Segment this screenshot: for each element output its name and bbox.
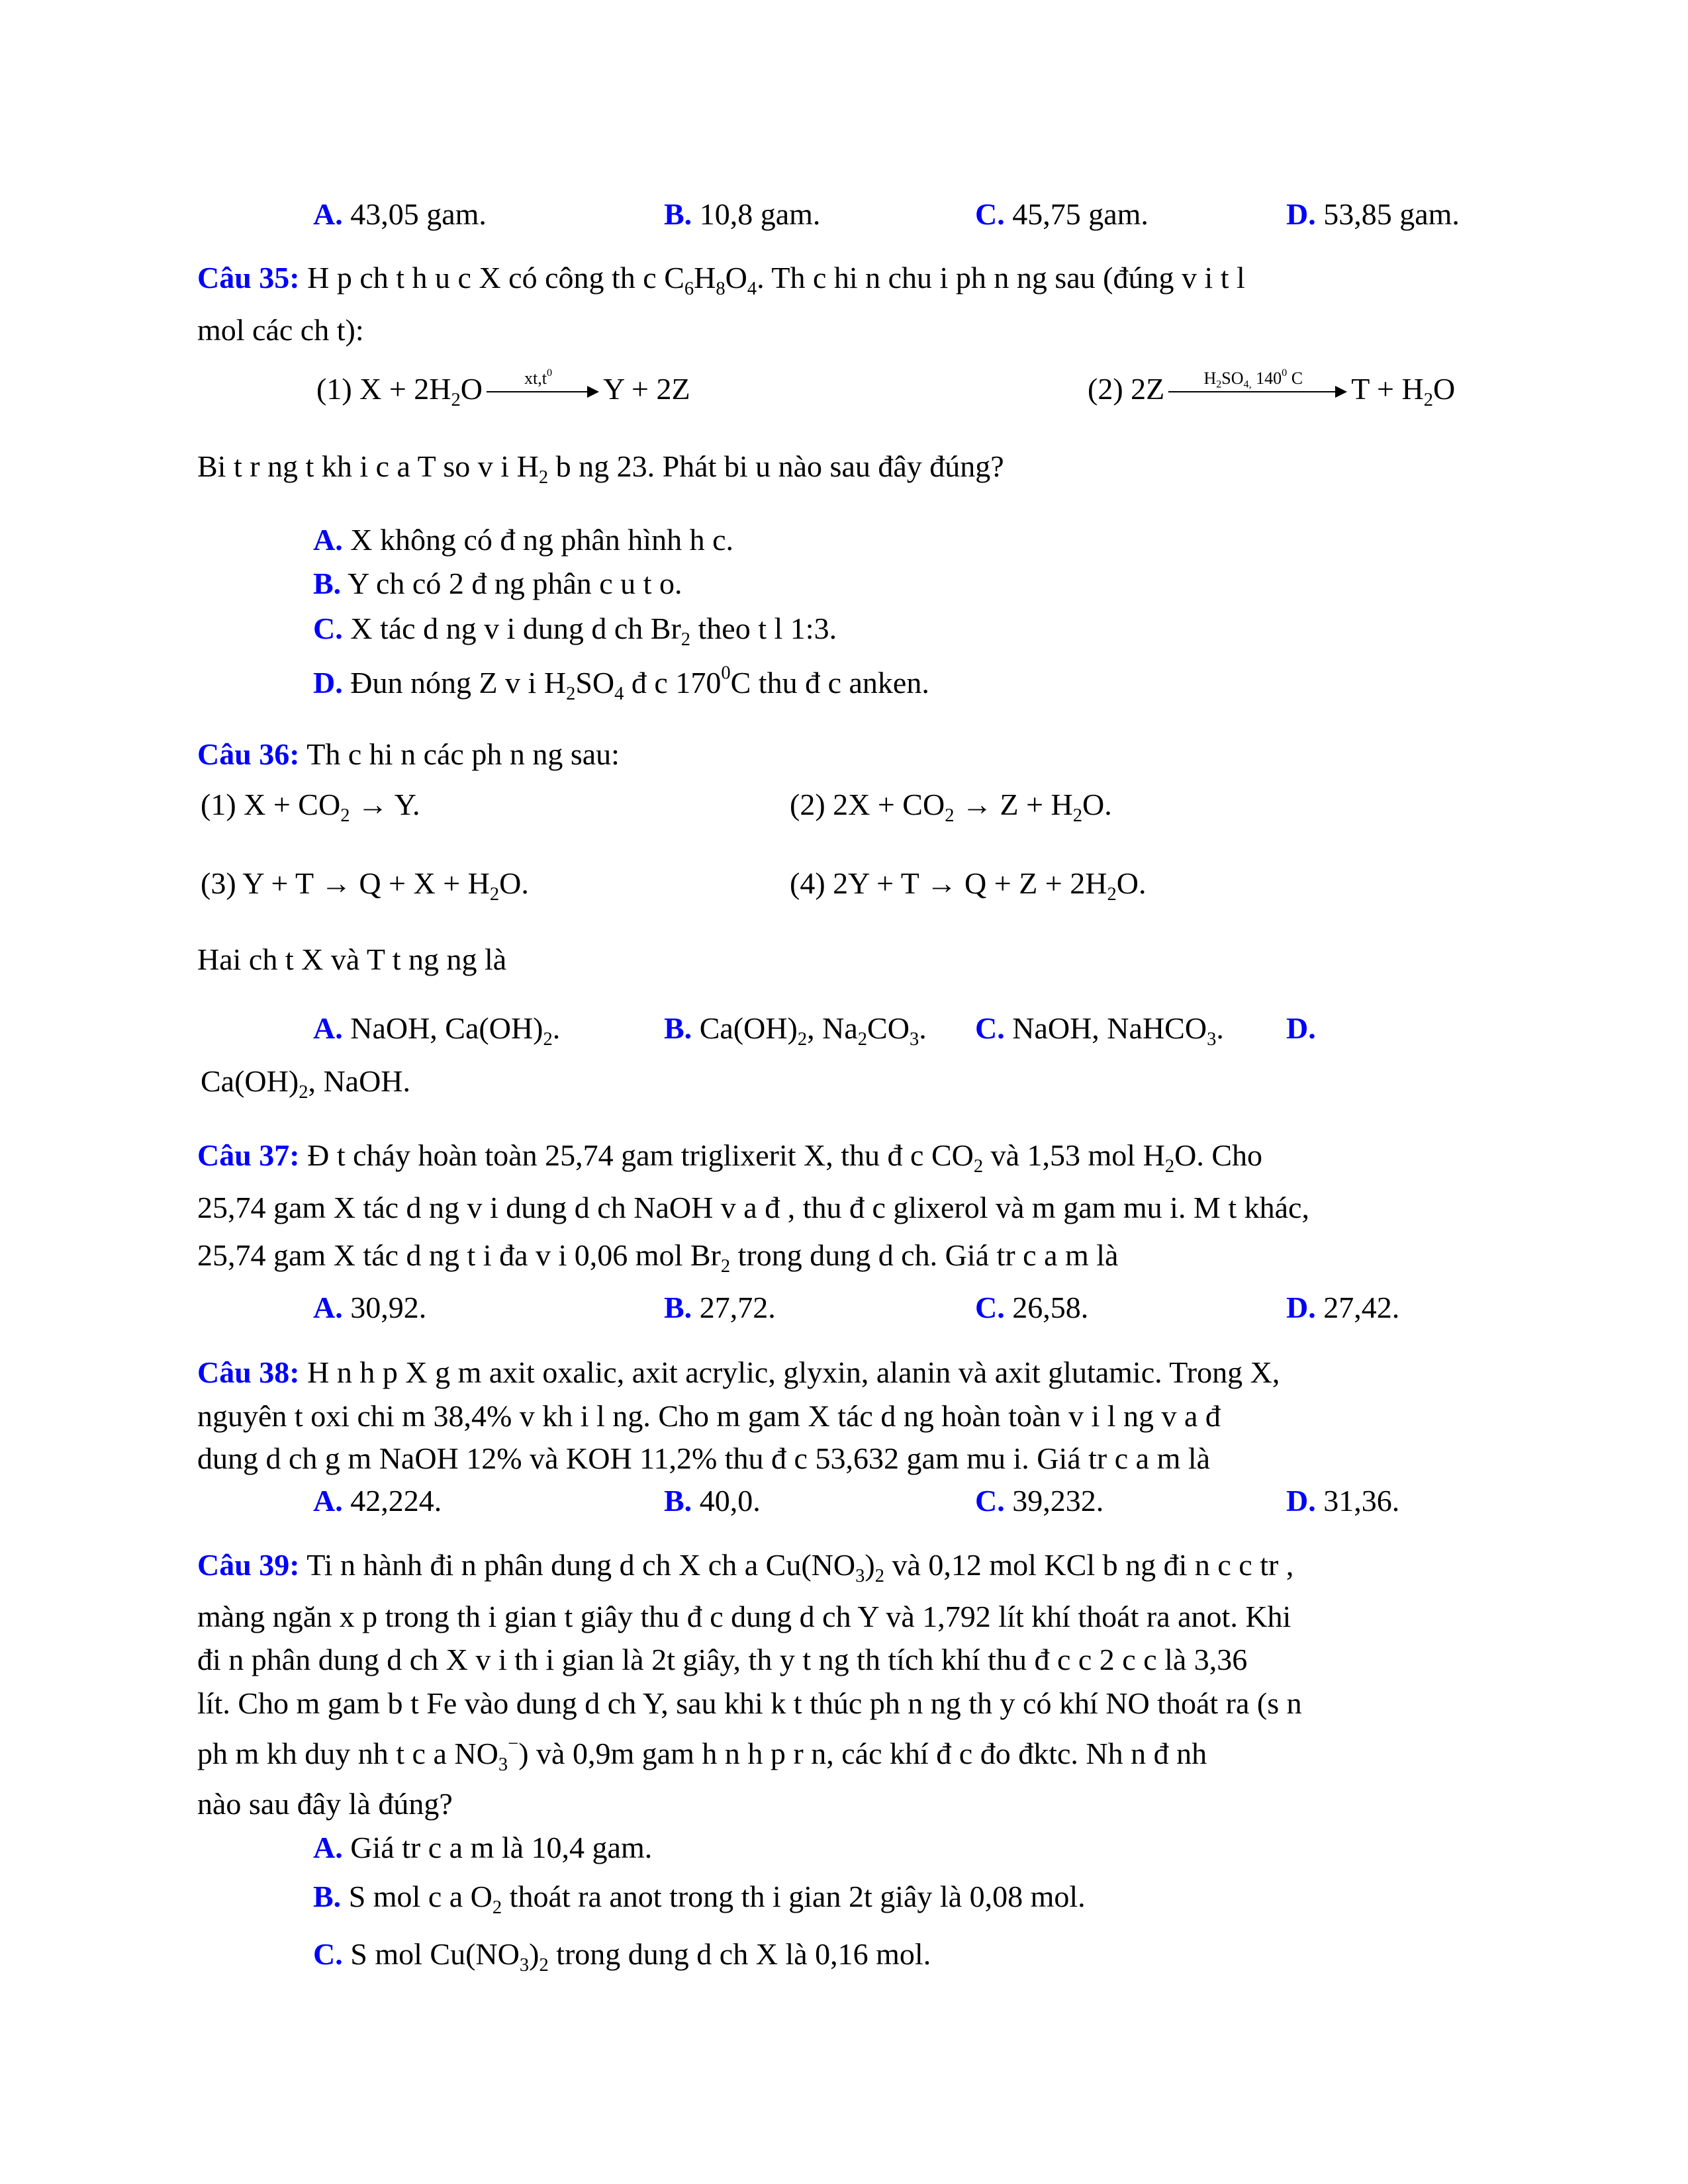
q38-option-b [664,1482,761,1519]
q34-option-b [664,196,820,232]
option-text: 30,92. [342,1291,427,1324]
q37-stem-line2: 25,74 gam X tác d ng v i dung d ch NaOH v a đ , thu đ c glixerol và m gam mu i. M t khác, [197,1191,1309,1224]
option-label: D. [1286,1291,1316,1324]
reaction-text: → Y. [350,788,420,821]
formula-c6h8o4: $C_6H_8O_4$ [664,261,757,299]
option-label: A. [313,1291,343,1324]
q39-stem-line3: đi n phân dung d ch X v i th i gian là 2t giây, th y t ng th tích khí thu đ c c 2 c c là 3,36 [197,1643,1248,1676]
stem-text: Ti n hành đi n phân dung d ch X ch a [299,1548,766,1582]
option-text: 43,05 gam. [342,197,487,231]
option-label: C. [313,612,343,645]
option-text: Giá tr c a m là 10,4 gam. [342,1831,653,1864]
option-label: C. [313,1937,343,1971]
reaction-text: O. [1082,788,1112,821]
arrow-condition: H [1203,369,1217,388]
option-label: B. [664,1484,692,1518]
q36-option-c: C. NaOH, NaHCO$_3$. [975,1011,1224,1050]
q35-reaction-2: (2) 2Z $H_2SO_{4,}$ $140^0$ C $T + H_2O$ [1088,367,1456,410]
stem-text: . Th c hi n chu i ph n ng sau (đúng v i t l [757,261,1245,295]
stem-text: ph m kh duy nh t c a [197,1737,455,1770]
q39-option-a [313,1829,652,1866]
q36-stem [197,736,620,772]
q38-option-c [975,1482,1103,1519]
option-text: X không có đ ng phân hình h c. [342,523,733,557]
stem-text: b ng 23. Phát bi u nào sau đây đúng? [548,449,1004,483]
q38-stem-line2: nguyên t oxi chi m 38,4% v kh i l ng. Cho m gam X tác d ng hoàn toàn v i l ng v a đ [197,1399,1221,1433]
stem-text: H p ch t h u c X có công th c [299,261,665,295]
option-label: B. [313,1880,342,1913]
option-text: NaOH, Ca(OH) [342,1011,543,1045]
option-label: A. [313,1484,343,1518]
stem-text: H n h p X g m axit oxalic, axit acrylic, glyxin, alanin và axit glutamic. Trong X, [299,1355,1280,1389]
q36-reaction-2: (2) $2X + CO_2 \to Z + H_2O$. [790,788,1112,826]
option-text: 53,85 gam. [1315,197,1460,231]
option-text: Y ch có 2 đ ng phân c u t o. [341,567,682,600]
option-text: trong dung d ch X là 0,16 mol. [548,1937,931,1971]
reaction-text: (2) 2X + CO [790,788,945,821]
q39-option-c: C. S mol $Cu(NO_3)_2$ trong dung d ch X là 0,16 mol. [313,1937,931,1976]
q35-reaction-1: (1) $X + 2H_2O$ $xt,t^0$ Y + 2Z [316,367,690,410]
q37-option-a [313,1289,426,1326]
option-text: S mol c a [341,1880,471,1913]
option-text: X tác d ng v i dung d ch [342,612,651,645]
option-text: Đun nóng Z v i [342,666,544,700]
reaction-text: (3) Y + T → Q + X + H [201,866,490,900]
reaction-text: O. [1116,866,1147,900]
arrow-condition: xt,t [524,369,547,388]
q35-given: Bi t r ng t kh i c a T so v i $H_2$ b ng 23. Phát bi u nào sau đây đúng? [197,449,1004,488]
q35-stem-line1 [197,259,1245,299]
option-label: B. [664,197,692,231]
option-text: 31,36. [1315,1484,1400,1518]
q36-option-a: A. NaOH, $Ca(OH)_2$. [313,1011,561,1050]
q36-reaction-1: (1) $X + CO_2 \to Y$. [201,788,420,826]
question-label: Câu 39: [197,1548,300,1582]
q34-option-a [313,196,487,232]
option-label: A. [313,1011,343,1045]
question-label: Câu 37: [197,1138,300,1172]
option-label: B. [664,1291,692,1324]
q38-stem-line3: dung d ch g m NaOH 12% và KOH 11,2% thu đ c 53,632 gam mu i. Giá tr c a m là [197,1441,1211,1475]
q36-option-b: B. $Ca(OH)_2$, $Na_2CO_3$. [664,1011,927,1050]
q36-reaction-4: (4) $2Y + T \to Q + Z + 2H_2O$. [790,866,1147,905]
question-label: Câu 36: [197,737,300,771]
option-text: 27,72. [692,1291,776,1324]
q37-option-d [1286,1289,1399,1326]
option-label: A. [313,523,343,557]
option-label: D. [1286,197,1316,231]
reaction-text: O. [499,866,529,900]
option-text: NaOH, NaHCO [1004,1011,1207,1045]
option-label: B. [313,567,342,600]
reaction-text: (1) X + CO [201,788,341,821]
option-text: 45,75 gam. [1004,197,1149,231]
reaction-text: → Z + H [954,788,1073,821]
stem-text: Bi t r ng t kh i c a T so v i [197,449,517,483]
q36-question: Hai ch t X và T t ng ng là [197,942,507,976]
stem-text: và 0,12 mol KCl b ng đi n c c tr , [884,1548,1294,1582]
q38-stem-line1 [197,1354,1280,1390]
stem-text: Th c hi n các ph n ng sau: [299,737,620,771]
option-text: 10,8 gam. [692,197,821,231]
q36-reaction-3: (3) $Y + T \to Q + X + H_2O$. [201,866,529,905]
option-label: D. [313,666,343,700]
reaction-text: (4) 2Y + T → Q + Z + 2H [790,866,1107,900]
q37-option-b [664,1289,776,1326]
arrow-condition-temp: 140 [1256,369,1282,388]
stem-text: trong dung d ch. Giá tr c a m là [730,1238,1119,1272]
option-label: D. [1286,1011,1316,1045]
q39-stem-line6: nào sau đây là đúng? [197,1787,453,1821]
option-text: thoát ra anot trong th i gian 2t giây là 0,08 mol. [502,1880,1086,1913]
stem-text: . Cho [1196,1138,1263,1172]
reaction-number: (1) [316,372,352,406]
option-text: S mol [342,1937,430,1971]
q35-option-a [313,522,733,558]
option-text: thu đ c anken. [751,666,929,700]
q34-option-d [1286,196,1460,232]
option-text: 39,232. [1004,1484,1104,1518]
q39-stem-line2: màng ngăn x p trong th i gian t giây thu đ c dung d ch Y và 1,792 lít khí thoát ra anot. Khi [197,1600,1291,1633]
q37-option-c [975,1289,1088,1326]
q39-option-b: B. S mol c a $O_2$ thoát ra anot trong th i gian 2t giây là 0,08 mol. [313,1880,1086,1918]
option-text: 27,42. [1315,1291,1400,1324]
q37-stem-line3: 25,74 gam X tác d ng t i đa v i 0,06 mol $Br_2$ trong dung d ch. Giá tr c a m là [197,1238,1119,1277]
option-label: C. [975,197,1005,231]
option-text: 40,0. [692,1484,761,1518]
reaction-arrow: $H_2SO_{4,}$ $140^0$ C [1168,382,1347,402]
reaction-number: (2) [1088,372,1123,406]
q37-stem-line1: Câu 37: Đ t cháy hoàn toàn 25,74 gam triglixerit X, thu đ c $CO_2$ và 1,53 mol $H_2O$. Cho [197,1138,1263,1177]
option-text: 42,224. [342,1484,442,1518]
option-label: A. [313,197,343,231]
q39-stem-line5: ph m kh duy nh t c a $NO_3^-$) và 0,9m gam h n h p r n, các khí đ c đo đktc. Nh n đ nh [197,1733,1207,1775]
stem-text: 25,74 gam X tác d ng t i đa v i 0,06 mol [197,1238,690,1272]
option-label: C. [975,1291,1005,1324]
q38-option-d [1286,1482,1399,1519]
stem-text: ) và 0,9m gam h n h p r n, các khí đ c đo đktc. Nh n đ nh [518,1737,1207,1770]
q39-stem-line1: Câu 39: Ti n hành đi n phân dung d ch X ch a $Cu(NO_3)_2$ và 0,12 mol KCl b ng đi n c c tr , [197,1548,1294,1586]
q35-option-b [313,565,682,602]
option-label: A. [313,1831,343,1864]
q34-option-c [975,196,1149,232]
option-label: B. [664,1011,692,1045]
question-label: Câu 38: [197,1355,300,1389]
q36-option-d-label [1286,1010,1316,1046]
q35-option-c: C. X tác d ng v i dung d ch $Br_2$ theo t l 1:3. [313,612,837,650]
q35-stem-line2: mol các ch t): [197,313,364,347]
option-text: theo t l 1:3. [690,612,837,645]
question-label: Câu 35: [197,261,300,295]
stem-text: Đ t cháy hoàn toàn 25,74 gam triglixerit X, thu đ c [299,1138,931,1172]
option-text: Ca(OH) [201,1064,299,1098]
option-text: đ c [624,666,676,700]
q35-option-d: D. Đun nóng Z v i $H_2SO_4$ đ c $170^0C$ thu đ c anken. [313,662,929,704]
q38-option-a [313,1482,442,1519]
option-text: Ca(OH) [692,1011,798,1045]
q36-option-d: $Ca(OH)_2$, NaOH. [201,1064,411,1103]
q39-stem-line4: lít. Cho m gam b t Fe vào dung d ch Y, sau khi k t thúc ph n ng th y có khí NO thoát ra (s n [197,1686,1302,1720]
stem-text: và 1,53 mol [983,1138,1143,1172]
option-label: C. [975,1011,1005,1045]
reaction-arrow: $xt,t^0$ [487,382,599,402]
option-label: C. [975,1484,1005,1518]
option-text: 26,58. [1004,1291,1089,1324]
option-label: D. [1286,1484,1316,1518]
